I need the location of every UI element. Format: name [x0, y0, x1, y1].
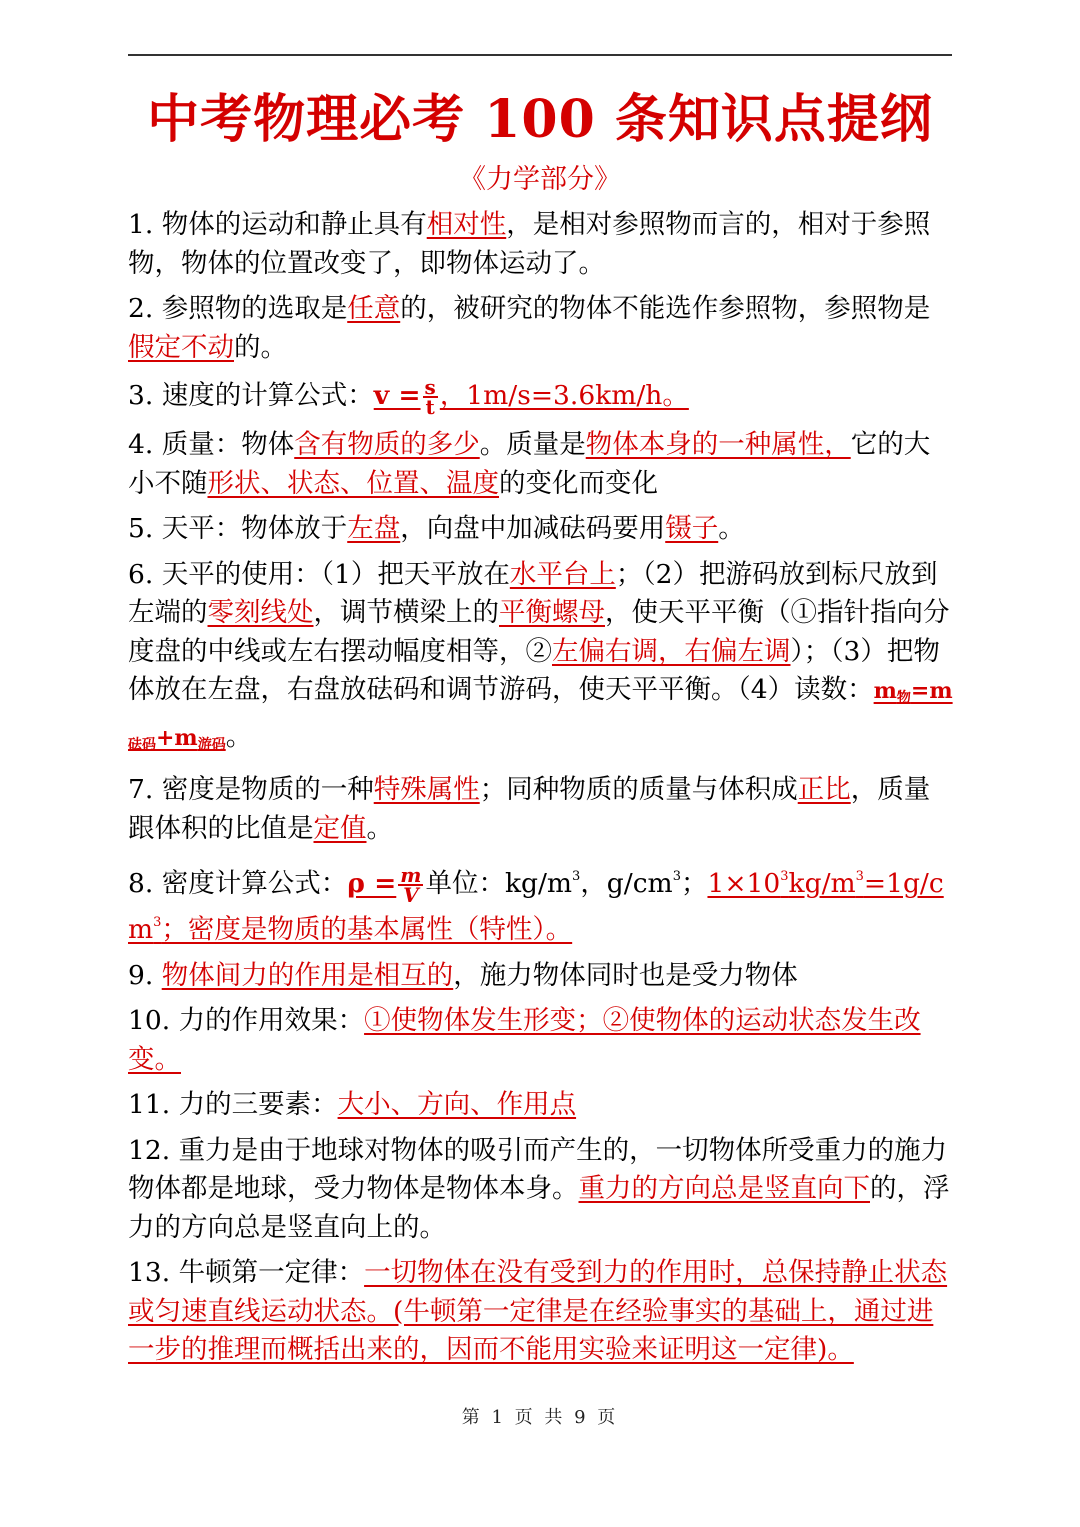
- text: ，使天平平衡（①指针指向分度盘的中线或左右摆动幅度相等，②: [128, 597, 950, 667]
- page-footer: 第 1 页 共 9 页: [461, 1407, 619, 1428]
- highlight: 任意: [347, 293, 401, 324]
- formula-rest: ，1m/s=3.6km/h。: [439, 380, 689, 411]
- fraction-m-over-v: [398, 863, 423, 907]
- text: ）；（3）把物体放在左盘，右盘放砝码和调节游码，使天平平衡。（4）读数：: [128, 635, 940, 705]
- superscript: 3: [672, 869, 681, 884]
- text: 。: [366, 812, 393, 844]
- text: ；（2）把游码放到标尺放到左端的: [128, 558, 938, 628]
- highlight: 左盘: [347, 513, 401, 544]
- page-title: 中考物理必考 100 条知识点提纲: [147, 89, 933, 150]
- text: 9.: [128, 959, 162, 991]
- text: ，g/cm: [580, 868, 673, 899]
- numerator: m: [400, 863, 422, 887]
- text: 6. 天平的使用：（1）把天平放在: [128, 558, 510, 590]
- velocity-formula: [373, 375, 689, 419]
- text: 7. 密度是物质的一种: [128, 774, 374, 805]
- item-9: [128, 957, 954, 996]
- text: kg/m: [788, 868, 856, 899]
- denominator: t: [425, 395, 435, 419]
- text: 12. 重力是由于地球对物体的吸引而产生的，一切物体所受重力的施力物体都是地球，受力物体是物体本身。: [128, 1134, 948, 1204]
- text: ；密度是物质的基本属性（特性）。: [161, 914, 573, 945]
- text: 3. 速度的计算公式：: [128, 380, 374, 411]
- section-subtitle: 《力学部分》: [459, 164, 621, 195]
- text: 10. 力的作用效果：: [128, 1005, 365, 1036]
- text: 它的大小不随: [128, 429, 931, 499]
- item-12: [128, 1132, 954, 1248]
- top-rule: [128, 54, 952, 56]
- highlight: 含有物质的多少: [294, 429, 480, 460]
- text: 1. 物体的运动和静止具有: [128, 209, 427, 240]
- text: 单位：kg/m: [425, 868, 573, 899]
- highlight: 物体本身的一种属性，: [585, 429, 851, 460]
- text: 8. 密度计算公式：: [128, 868, 348, 899]
- superscript: 3: [780, 869, 789, 884]
- highlight: 重力的方向总是竖直向下: [578, 1173, 870, 1204]
- item-13: [128, 1254, 954, 1370]
- text: ，质量跟体积的比值是: [128, 774, 931, 844]
- text: ；同种物质的质量与体积成: [479, 774, 798, 805]
- item-11: [128, 1086, 954, 1125]
- numerator: s: [424, 375, 436, 399]
- subscript: 物: [896, 690, 911, 706]
- highlight: 水平台上: [509, 558, 616, 590]
- superscript: 3: [855, 869, 864, 884]
- item-7: [128, 771, 954, 848]
- item-1: [128, 206, 954, 283]
- text: 5. 天平：物体放于: [128, 513, 348, 544]
- text: 1×10: [707, 868, 781, 899]
- text: ，向盘中加减砝码要用: [400, 513, 666, 544]
- text: 13. 牛顿第一定律：: [128, 1257, 365, 1288]
- text: ，调节横梁上的: [313, 597, 499, 628]
- text: 的，浮力的方向总是竖直向上的。: [128, 1173, 950, 1243]
- item-4: [128, 426, 954, 503]
- highlight: 相对性: [426, 209, 507, 240]
- highlight: 平衡螺母: [499, 597, 605, 628]
- formula-v: v =: [373, 380, 421, 411]
- highlight: 一切物体在没有受到力的作用时，总保持静止状态或匀速直线运动状态。(牛顿第一定律是在经验事实的基础上，通过进一步的推理而概括出来的，因而不能用实验来证明这一定律)。: [128, 1257, 948, 1365]
- highlight: 假定不动: [128, 331, 234, 363]
- item-3: [128, 375, 954, 419]
- text: 4. 质量：物体: [128, 429, 295, 460]
- item-8: [128, 858, 954, 950]
- document-body: [128, 206, 954, 1377]
- superscript: 3: [572, 869, 581, 884]
- formula-plus: +m: [156, 724, 198, 751]
- highlight: 镊子: [665, 513, 719, 544]
- text: ，施力物体同时也是受力物体: [453, 959, 798, 991]
- text: 的，被研究的物体不能选作参照物，参照物是: [400, 293, 931, 324]
- subscript: 游码: [197, 736, 226, 753]
- text: 11. 力的三要素：: [128, 1089, 338, 1120]
- item-10: [128, 1002, 954, 1079]
- text: 的。: [234, 331, 287, 363]
- text: 的变化而变化: [499, 467, 658, 499]
- highlight: 正比: [797, 774, 851, 805]
- highlight: 特殊属性: [373, 774, 480, 805]
- density-formula: [347, 863, 425, 907]
- text: ；: [680, 868, 708, 899]
- formula-rho: ρ =: [347, 868, 397, 899]
- text: ，是相对参照物而言的，相对于参照物，物体的位置改变了，即物体运动了。: [128, 209, 931, 279]
- formula-m: m: [873, 678, 897, 704]
- highlight: 零刻线处: [207, 597, 314, 628]
- denominator: V: [403, 883, 419, 907]
- superscript: 3: [153, 915, 162, 930]
- highlight: 定值: [313, 812, 367, 844]
- highlight: 左偏右调，右偏左调: [552, 635, 791, 667]
- text: 。: [718, 513, 745, 544]
- subscript: 砝码: [128, 736, 156, 753]
- item-2: [128, 290, 954, 367]
- text: 。: [225, 720, 253, 752]
- item-5: [128, 510, 954, 549]
- text: =1g/cm: [128, 868, 944, 945]
- highlight: 大小、方向、作用点: [337, 1089, 577, 1120]
- fraction-s-over-t: [423, 375, 438, 419]
- highlight: ①使物体发生形变；②使物体的运动状态发生改变。: [128, 1005, 921, 1075]
- highlight: 形状、状态、位置、温度: [207, 467, 499, 499]
- formula-eq: =m: [910, 678, 953, 704]
- text: 2. 参照物的选取是: [128, 293, 348, 324]
- item-6: [128, 556, 954, 765]
- text: 。质量是: [479, 429, 586, 460]
- highlight: 物体间力的作用是相互的: [161, 959, 454, 991]
